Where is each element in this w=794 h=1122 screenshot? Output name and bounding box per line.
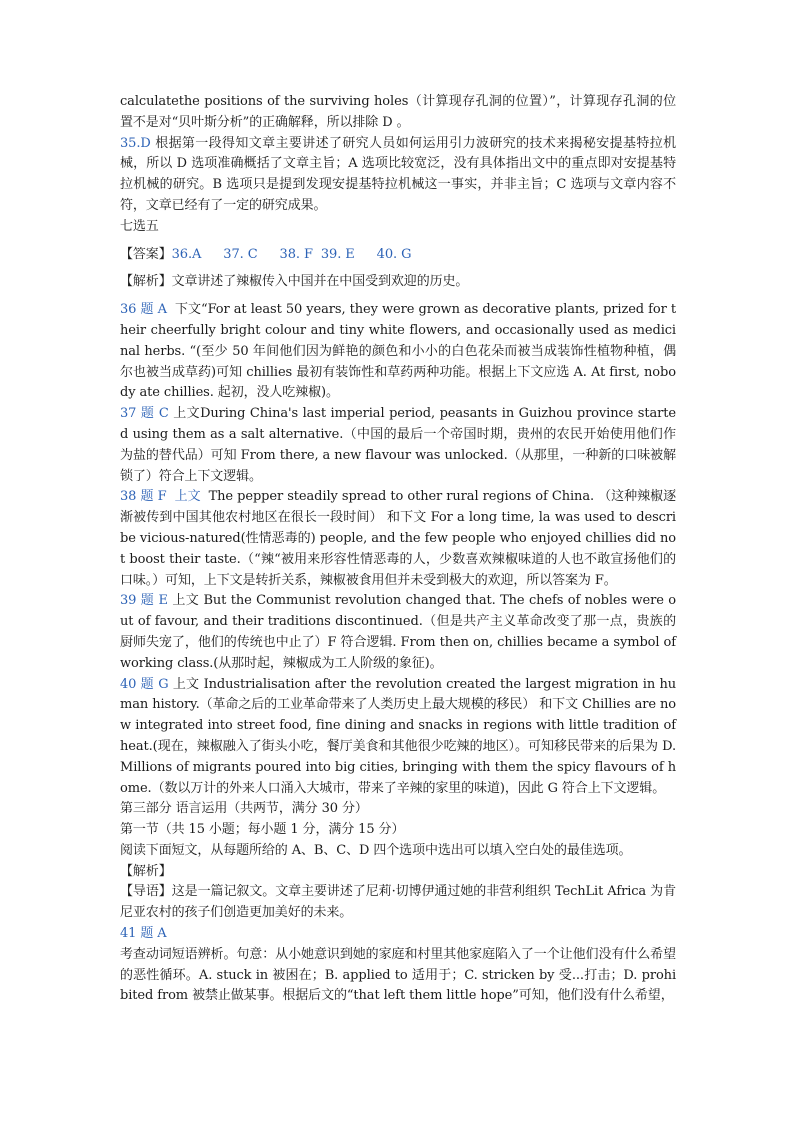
answer-item: 38. F (279, 246, 313, 262)
paragraph-q40 (120, 675, 676, 800)
paragraph-q35 (120, 134, 676, 217)
document-page (120, 92, 676, 1007)
paragraph-q34-tail: calculatethe positions of the surviving holes（计算现存孔洞的位置）”，计算现存孔洞的位置不是对“贝叶斯分析”的正确解释，所以排除 D 。 (120, 94, 676, 130)
answer-label: 【答案】 (120, 246, 172, 262)
paragraph-text: 上文 Industrialisation after the revolution created the largest migration in human history.（革命之后的工业革命带来了人类历史上最大规模的移民） 和下文 Chillies are now integrated into street food, fine dining and snacks in regions with little tradition of heat.(现在，辣椒融入了街头小吃，餐厅美食和其他很少吃辣的地区）。可知移民带来的后果为 D. Millions of migrants poured into big cities, bringing with them the spicy flavours of home.（数以万计的外来人口涌入大城市，带来了辛辣的家里的味道)，因此 G 符合上下文逻辑。 (120, 676, 677, 796)
question-number: 40 题 G (120, 676, 169, 692)
answer-item: 39. E (320, 246, 355, 262)
paragraph-q36 (120, 300, 676, 404)
analysis-text: 文章讲述了辣椒传入中国并在中国受到欢迎的历史。 (171, 274, 469, 290)
guide-text: 这是一篇记叙文。文章主要讲述了尼莉·切博伊通过她的非营利组织 TechLit Africa 为肯尼亚农村的孩子们创造更加美好的未来。 (120, 884, 676, 921)
guide-paragraph (120, 882, 676, 924)
answer-line (120, 245, 676, 266)
paragraph-q38 (120, 487, 676, 591)
paragraph-q37 (120, 404, 676, 487)
question-number: 36 题 A (120, 302, 167, 318)
section-heading-seven-choose-five: 七选五 (120, 218, 159, 234)
question-number: 37 题 C (120, 406, 169, 422)
question-number-41 (120, 924, 676, 945)
question-number: 41 题 A (120, 926, 167, 942)
question-number: 38 题 F (120, 489, 167, 505)
answer-item: 36.A (171, 246, 202, 262)
context-label: 上文 (174, 489, 201, 505)
instruction-text: 阅读下面短文，从每题所给的 A、B、C、D 四个选项中选出可以填入空白处的最佳选项。 (120, 842, 632, 858)
answer-item: 40. G (376, 246, 412, 262)
question-number: 35.D (120, 135, 151, 151)
paragraph-text: 上文 But the Communist revolution changed that. The chefs of nobles were out of favour, and their traditions discontinued.（但是共产主义革命改变了那一点，贵族的厨师失宠了，他们的传统也中止了）F 符合逻辑. From then on, chillies became a symbol of working class.(从那时起，辣椒成为工人阶级的象征)。 (120, 593, 676, 671)
paragraph-q41: 考查动词短语辨析。句意：从小她意识到她的家庭和村里其他家庭陷入了一个让他们没有什么希望的恶性循环。A. stuck in 被困在；B. applied to 适用于；C. stricken by 受...打击；D. prohibited from 被禁止做某事。根据后文的“that left them little hope”可知，他们没有什么希望， (120, 946, 676, 1004)
paragraph-text: 下文“For at least 50 years, they were grown as decorative plants, prized for their cheerfully bright colour and tiny white flowers, and occasionally used as medicinal herbs. “(至少 50 年间他们因为鲜艳的颜色和小小的白色花朵而被当成装饰性植物种植，偶尔也被当成草药)可知 chillies 最初有装饰性和草药两种功能。根据上下文应选 A. At first, nobody ate chillies. 起初，没人吃辣椒)。 (120, 302, 676, 401)
paragraph-text: 上文During China's last imperial period, peasants in Guizhou province started using them as a salt alternative.（中国的最后一个帝国时期，贵州的农民开始使用他们作为盐的替代品）可知 From there, a new flavour was unlocked.（从那里，一种新的口味被解锁了）符合上下文逻辑。 (120, 406, 676, 484)
question-number: 39 题 E (120, 593, 168, 609)
analysis-label: 【解析】 (120, 863, 172, 879)
answer-item: 37. C (223, 246, 258, 262)
paragraph-text: The pepper steadily spread to other rural regions of China. （这种辣椒逐渐被传到中国其他农村地区在很长一段时间） 和下文 For a long time, la was used to describe vicious-natured(性情恶毒的) people, and the few people who enjoyed chillies did not boost their taste.（“辣“被用来形容性情恶毒的人，少数喜欢辣椒味道的人也不敢宣扬他们的口味。）可知，上下文是转折关系，辣椒被食用但并未受到极大的欢迎，所以答案为 F。 (120, 489, 676, 588)
analysis-line (120, 272, 676, 293)
paragraph-q39 (120, 591, 676, 674)
paragraph-text: 根据第一段得知文章主要讲述了研究人员如何运用引力波研究的技术来揭秘安提基特拉机械，所以 D 选项准确概括了文章主旨；A 选项比较宽泛，没有具体指出文中的重点即对安提基特拉机械的研究。B 选项只是提到发现安提基特拉机械这一事实，并非主旨；C 选项与文章内容不符，文章已经有了一定的研究成果。 (120, 135, 676, 213)
analysis-label: 【解析】 (120, 274, 172, 290)
guide-label: 【导语】 (120, 884, 172, 900)
section-heading: 第一节（共 15 小题；每小题 1 分，满分 15 分） (120, 822, 405, 838)
part-heading: 第三部分 语言运用（共两节，满分 30 分） (120, 801, 368, 817)
